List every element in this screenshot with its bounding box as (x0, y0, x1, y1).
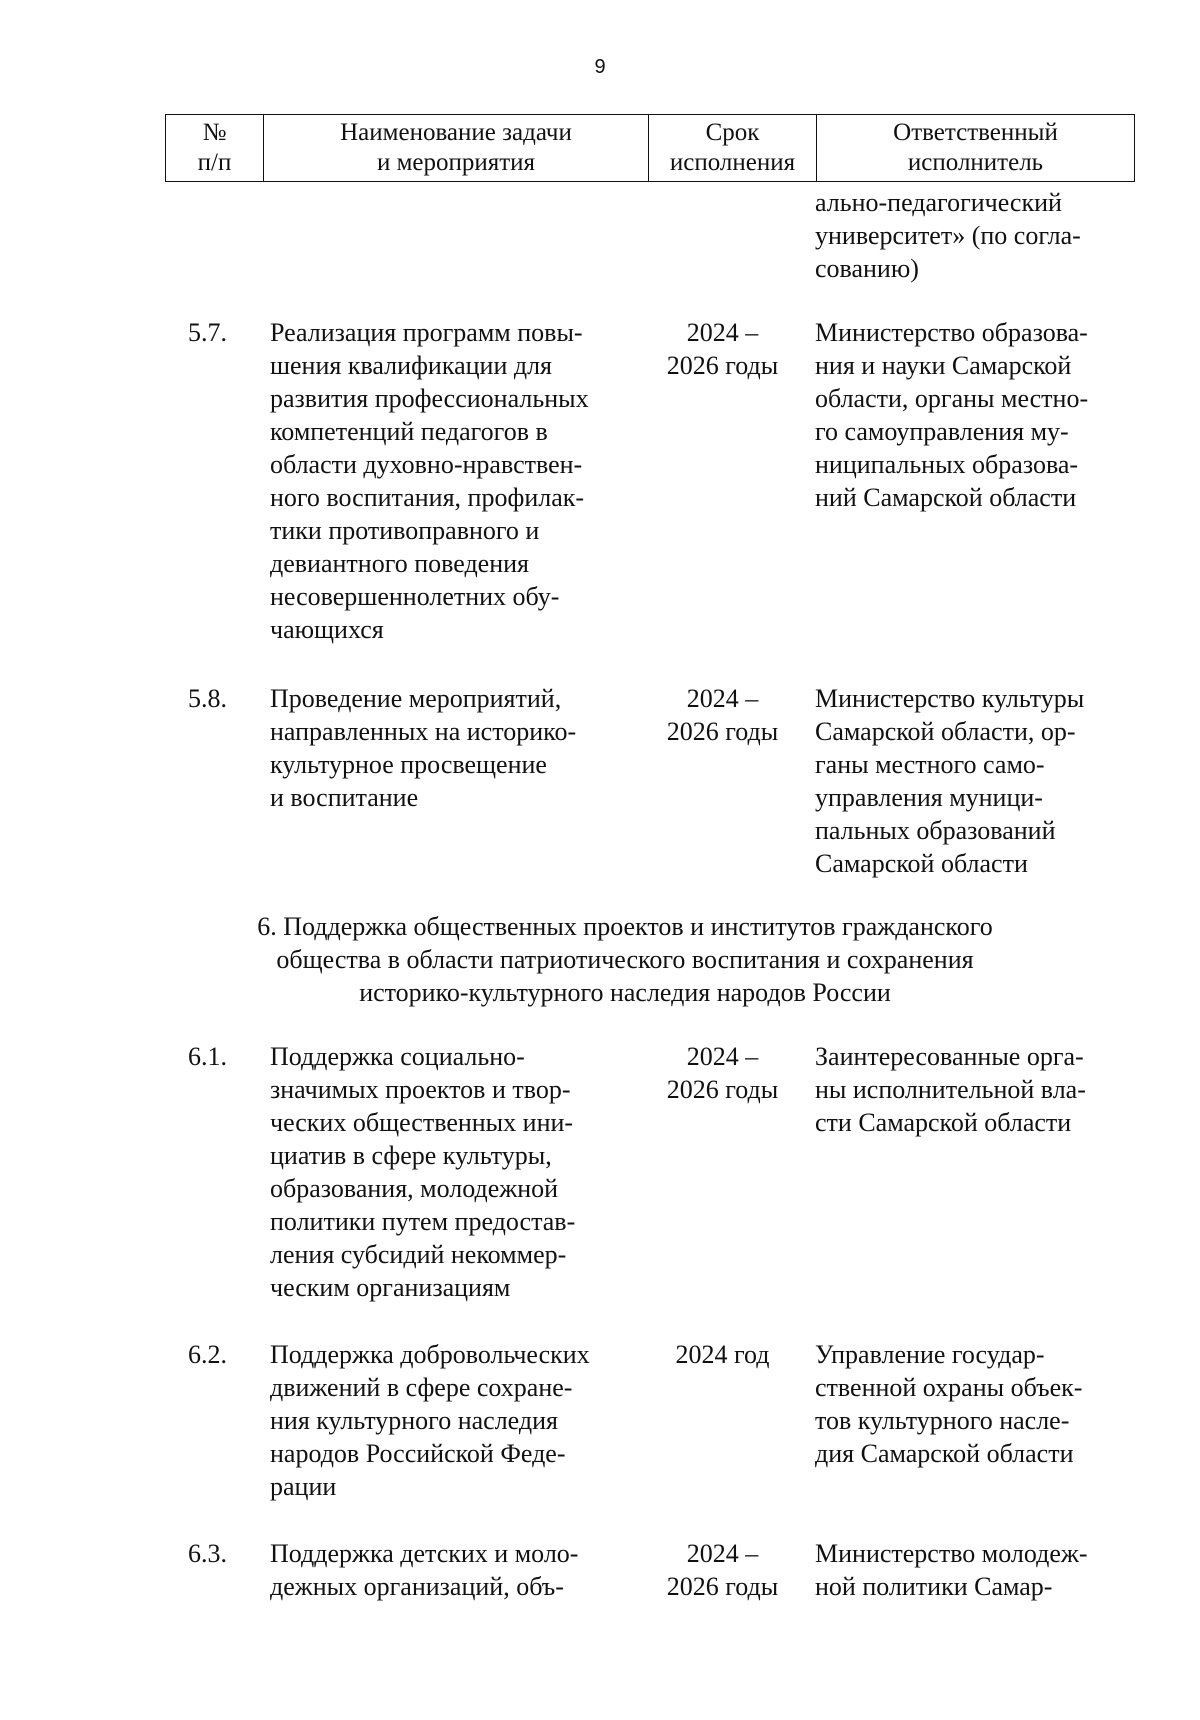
page-number: 9 (594, 56, 606, 78)
task-line: образования, молодежной (270, 1174, 559, 1203)
task-line: значимых проектов и твор- (270, 1075, 571, 1104)
header-task (264, 115, 649, 181)
row-num: 5.8. (188, 684, 227, 713)
header-term (649, 115, 817, 181)
section-heading-line: 6. Поддержка общественных проектов и институтов гражданского (257, 912, 993, 941)
resp-line: тов культурного насле- (815, 1406, 1070, 1435)
header-task-line: Наименование задачи (340, 119, 572, 146)
task-line: народов Российской Феде- (270, 1439, 566, 1468)
task-line: Поддержка социально- (270, 1042, 525, 1071)
header-num-line: № (202, 119, 227, 146)
resp-line: сти Самарской области (815, 1108, 1072, 1137)
row-resp (815, 682, 1125, 880)
resp-line: Управление государ- (815, 1340, 1045, 1369)
task-line: несовершеннолетних обу- (270, 582, 560, 611)
row-num: 6.2. (188, 1340, 227, 1369)
term-line: 2026 годы (666, 1572, 779, 1601)
task-line: шения квалификации для (270, 351, 553, 380)
header-num-line: п/п (197, 149, 232, 176)
term-line: 2024 – (686, 684, 759, 713)
term-line: 2024 – (686, 1042, 759, 1071)
resp-line: ниципальных образова- (815, 450, 1079, 479)
task-line: политики путем предостав- (270, 1207, 576, 1236)
task-line: направленных на историко- (270, 717, 577, 746)
term-line: 2024 год (675, 1340, 770, 1369)
row-term (645, 1338, 800, 1371)
task-line: ческим организациям (270, 1273, 511, 1302)
task-line: движений в сфере сохране- (270, 1373, 573, 1402)
task-line: компетенций педагогов в (270, 417, 548, 446)
header-resp (817, 115, 1134, 181)
resp-line: ственной охраны объек- (815, 1373, 1083, 1402)
resp-line: ной политики Самар- (815, 1572, 1053, 1601)
resp-line: Министерство молодеж- (815, 1539, 1088, 1568)
task-line: ния культурного наследия (270, 1406, 558, 1435)
row-resp (815, 1040, 1125, 1139)
task-line: ческих общественных ини- (270, 1108, 574, 1137)
task-line: циатив в сфере культуры, (270, 1141, 552, 1170)
row-term (645, 682, 800, 748)
resp-line: ния и науки Самарской (815, 351, 1072, 380)
resp-line: Самарской области (815, 849, 1028, 878)
row-term (645, 1040, 800, 1106)
task-line: области духовно-нравствен- (270, 450, 583, 479)
task-line: ления субсидий некоммер- (270, 1240, 567, 1269)
header-resp-line: исполнитель (907, 149, 1044, 176)
task-line: культурное просвещение (270, 750, 547, 779)
resp-line: управления муници- (815, 783, 1043, 812)
task-line: Поддержка детских и моло- (270, 1539, 579, 1568)
row-task (270, 1537, 630, 1603)
resp-line: го самоуправления му- (815, 417, 1069, 446)
row-resp (815, 316, 1125, 514)
task-line: рации (270, 1472, 337, 1501)
section-heading-line: общества в области патриотического воспитания и сохранения (276, 945, 974, 974)
resp-line: Министерство культуры (815, 684, 1085, 713)
task-line: девиантного поведения (270, 549, 529, 578)
term-line: 2026 годы (666, 1075, 779, 1104)
row-term (645, 1537, 800, 1603)
resp-line (815, 219, 1125, 252)
row-term (645, 316, 800, 382)
row-resp (815, 1537, 1125, 1603)
row-task (270, 316, 630, 646)
resp-line: дия Самарской области (815, 1439, 1074, 1468)
resp-line: Министерство образова- (815, 318, 1088, 347)
row-resp (815, 1338, 1125, 1470)
resp-line: области, органы местно- (815, 384, 1089, 413)
resp-line: ганы местного само- (815, 750, 1045, 779)
row-num: 6.1. (188, 1042, 227, 1071)
task-line: и воспитание (270, 783, 419, 812)
section-heading-line: историко-культурного наследия народов России (359, 978, 891, 1007)
row-task (270, 1040, 630, 1304)
continuation-resp (815, 186, 1125, 285)
header-term-line: исполнения (669, 149, 796, 176)
row-num: 6.3. (188, 1539, 227, 1568)
task-line: Реализация программ повы- (270, 318, 583, 347)
task-line: развития профессиональных (270, 384, 589, 413)
task-line: дежных организаций, объ- (270, 1572, 564, 1601)
term-line: 2026 годы (666, 717, 779, 746)
task-line: тики противоправного и (270, 516, 540, 545)
resp-line: ны исполнительной вла- (815, 1075, 1086, 1104)
header-resp-line: Ответственный (893, 119, 1058, 146)
resp-line: пальных образований (815, 816, 1056, 845)
term-line: 2026 годы (666, 351, 779, 380)
term-line: 2024 – (686, 318, 759, 347)
resp-text: университет» (по согла- (815, 221, 1081, 250)
table-header (165, 114, 1135, 182)
resp-line: Заинтересованные орга- (815, 1042, 1084, 1071)
task-line: ного воспитания, профилак- (270, 483, 585, 512)
row-num: 5.7. (188, 318, 227, 347)
task-line: Поддержка добровольческих (270, 1340, 590, 1369)
header-term-line: Срок (705, 119, 760, 146)
header-num (166, 115, 264, 181)
header-task-line: и мероприятия (376, 149, 536, 176)
row-task (270, 682, 630, 814)
row-task (270, 1338, 630, 1503)
resp-line: Самарской области, ор- (815, 717, 1076, 746)
term-line: 2024 – (686, 1539, 759, 1568)
task-line: Проведение мероприятий, (270, 684, 562, 713)
resp-line: сованию) (815, 254, 919, 283)
resp-line: ний Самарской области (815, 483, 1077, 512)
section-heading (200, 910, 1050, 1009)
resp-line: ально-педагогический (815, 188, 1062, 217)
task-line: чающихся (270, 615, 384, 644)
